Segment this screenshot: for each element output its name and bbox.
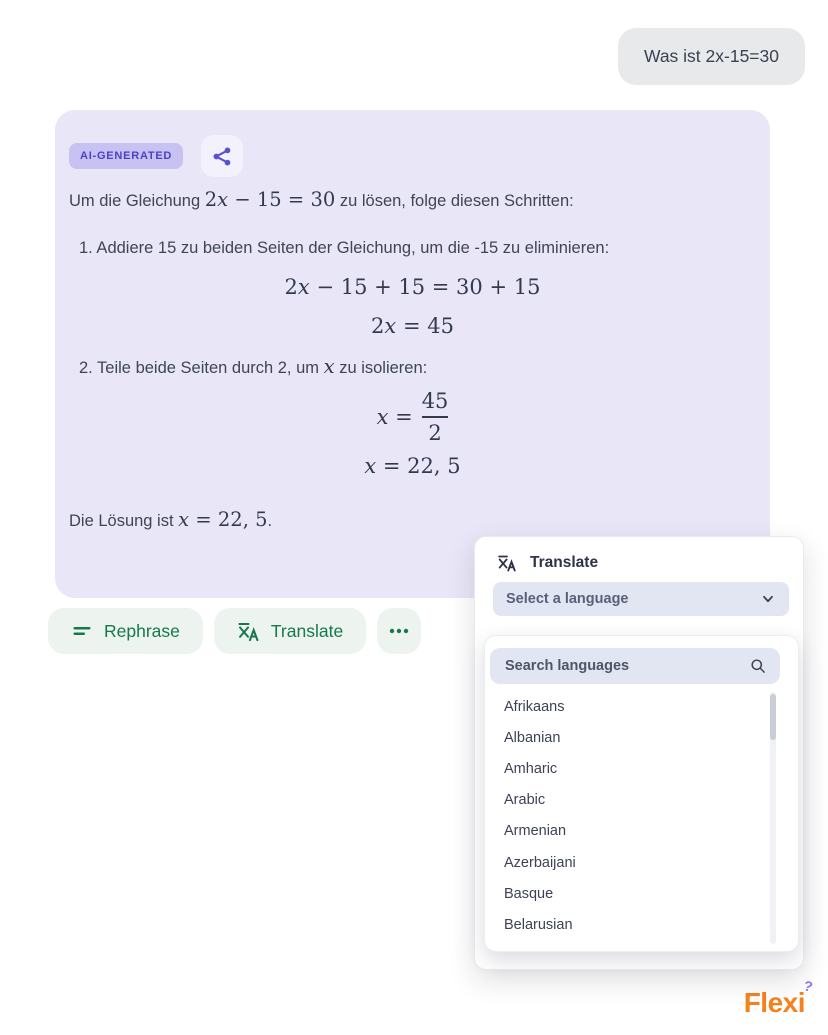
ai-response-card	[55, 110, 770, 598]
equation-2: 2x = 45	[371, 314, 454, 339]
search-input[interactable]	[505, 658, 749, 674]
ellipsis-icon	[387, 619, 411, 643]
language-list	[485, 691, 798, 941]
translate-label: Translate	[270, 620, 344, 641]
language-item[interactable]: Armenian	[504, 823, 567, 840]
actions-row	[48, 608, 421, 654]
intro-math: 2x − 15 = 30	[204, 188, 336, 211]
rephrase-icon	[71, 620, 93, 642]
language-select-value: Select a language	[506, 591, 629, 607]
translate-button[interactable]	[214, 608, 366, 654]
language-search-box	[490, 648, 780, 684]
user-message-bubble	[618, 28, 805, 85]
popup-title: Translate	[530, 554, 599, 571]
translate-icon	[237, 620, 260, 643]
share-icon	[211, 145, 234, 168]
step-2	[69, 357, 756, 379]
flexi-logo-mark-icon: ?	[802, 977, 814, 995]
search-icon	[749, 657, 767, 675]
equation-fraction	[69, 388, 756, 446]
flexi-logo	[743, 977, 814, 1019]
language-item[interactable]: Albanian	[504, 729, 561, 746]
rephrase-label: Rephrase	[104, 620, 180, 641]
fraction-numerator: 45	[421, 389, 449, 414]
step-1: 1. Addiere 15 zu beiden Seiten der Gleichung, um die -15 zu eliminieren:	[79, 239, 610, 258]
step-2-math: x	[323, 355, 335, 379]
fraction-stack	[422, 388, 449, 446]
fraction-denominator: 2	[428, 420, 442, 445]
language-item[interactable]: Belarusian	[504, 916, 573, 933]
language-dropdown	[484, 635, 799, 952]
translate-popup-header	[475, 537, 803, 573]
fraction-bar	[422, 416, 448, 418]
language-item[interactable]: Amharic	[504, 760, 558, 777]
more-options-button[interactable]	[377, 608, 421, 654]
intro-text-pre: Um die Gleichung	[69, 192, 205, 210]
language-item[interactable]: Basque	[504, 885, 554, 902]
translate-icon	[497, 553, 517, 573]
badge-row	[69, 135, 756, 177]
conclusion-math: x = 22, 5	[178, 507, 268, 531]
language-item[interactable]: Arabic	[504, 792, 546, 809]
scrollbar-track[interactable]	[770, 692, 776, 944]
conclusion-text-post: .	[267, 511, 273, 530]
step-2-text-pre: 2. Teile beide Seiten durch 2, um	[79, 359, 324, 378]
language-item[interactable]: Azerbaijani	[504, 854, 576, 871]
translate-popup	[474, 536, 804, 970]
share-button[interactable]	[201, 135, 243, 177]
scrollbar-thumb[interactable]	[770, 694, 776, 740]
flexi-logo-text: Flexi	[743, 987, 805, 1018]
equation-result: x = 22, 5	[364, 453, 461, 478]
conclusion-paragraph	[69, 507, 756, 532]
conclusion-text-pre: Die Lösung ist	[69, 511, 179, 530]
equation-1: 2x − 15 + 15 = 30 + 15	[284, 275, 541, 300]
user-message-text: Was ist 2x-15=30	[643, 46, 779, 66]
language-select[interactable]	[493, 582, 789, 616]
chevron-down-icon	[760, 591, 776, 607]
intro-text-post: zu lösen, folge diesen Schritten:	[335, 192, 574, 210]
language-item[interactable]: Afrikaans	[504, 698, 565, 715]
step-2-text-post: zu isolieren:	[334, 359, 428, 378]
intro-paragraph	[69, 190, 756, 212]
fraction-lhs: x =	[376, 405, 413, 430]
ai-generated-badge: AI-GENERATED	[69, 143, 183, 169]
rephrase-button[interactable]	[48, 608, 203, 654]
